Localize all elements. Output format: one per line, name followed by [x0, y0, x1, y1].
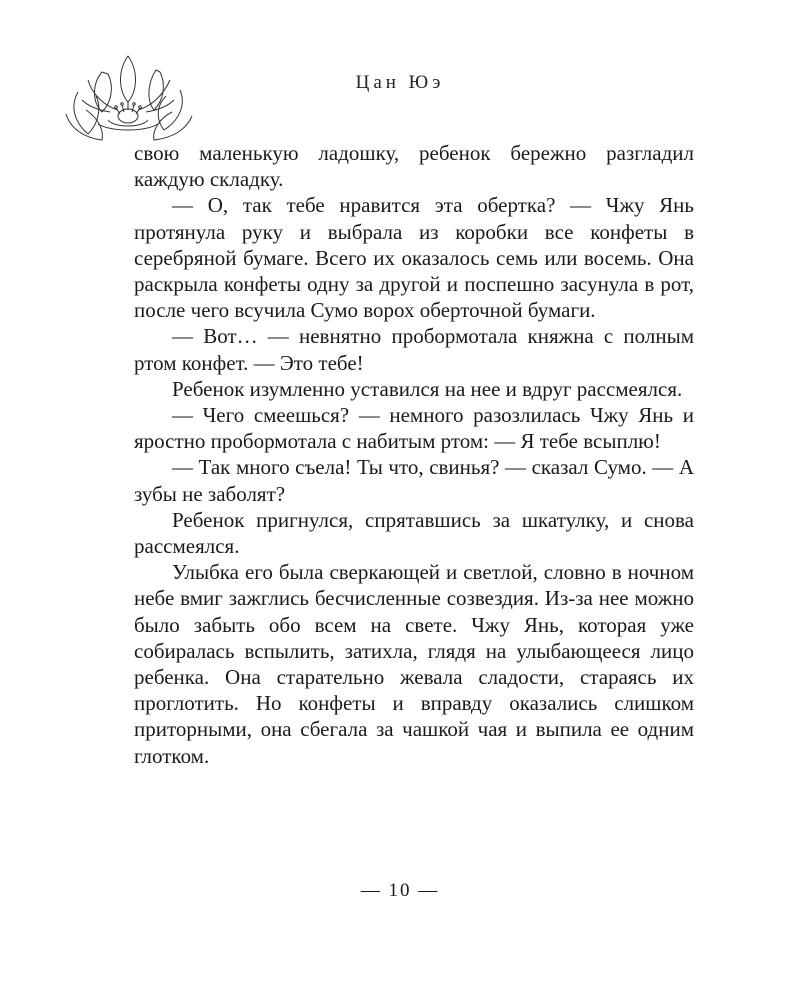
paragraph: свою маленькую ладошку, ребенок бережно разгладил каждую складку. [134, 141, 694, 192]
page-number: — 10 — [360, 880, 440, 901]
paragraph: — Так много съела! Ты что, свинья? — сказал Сумо. — А зубы не заболят? [134, 455, 694, 506]
body-text [134, 140, 694, 769]
paragraph: — О, так тебе нравится эта обертка? — Чжу Янь протянула руку и выбрала из коробки все конфеты в серебряной бумаге. Всего их оказалось семь или восемь. Она раскрыла конфеты одну за другой и поспешно засунула в рот, после чего всучила Сумо ворох оберточной бумаги. [134, 193, 694, 323]
running-header: Цан Юэ [355, 72, 445, 93]
paragraph: Ребенок пригнулся, спрятавшись за шкатулку, и снова рассмеялся. [134, 507, 694, 559]
paragraph: Ребенок изумленно уставился на нее и вдруг рассмеялся. [172, 376, 683, 401]
lotus-flower-icon [58, 50, 198, 150]
paragraph: — Чего смеешься? — немного разозлилась Чжу Янь и яростно пробормотала с набитым ртом: — Я тебе всыплю! [134, 403, 694, 454]
paragraph: — Вот… — невнятно пробормотала княжна с полным ртом конфет. — Это тебе! [134, 324, 694, 375]
paragraph: Улыбка его была сверкающей и светлой, словно в ночном небе вмиг зажглись бесчисленные созвездия. Из-за нее можно было забыть обо всем на свете. Чжу Янь, которая уже собиралась вспылить, затихла, глядя на улыбающееся лицо ребенка. Она старательно жевала сладости, стараясь их проглотить. Но конфеты и вправду оказались слишком приторными, она сбегала за чашкой чая и выпила ее одним глотком. [134, 560, 694, 768]
